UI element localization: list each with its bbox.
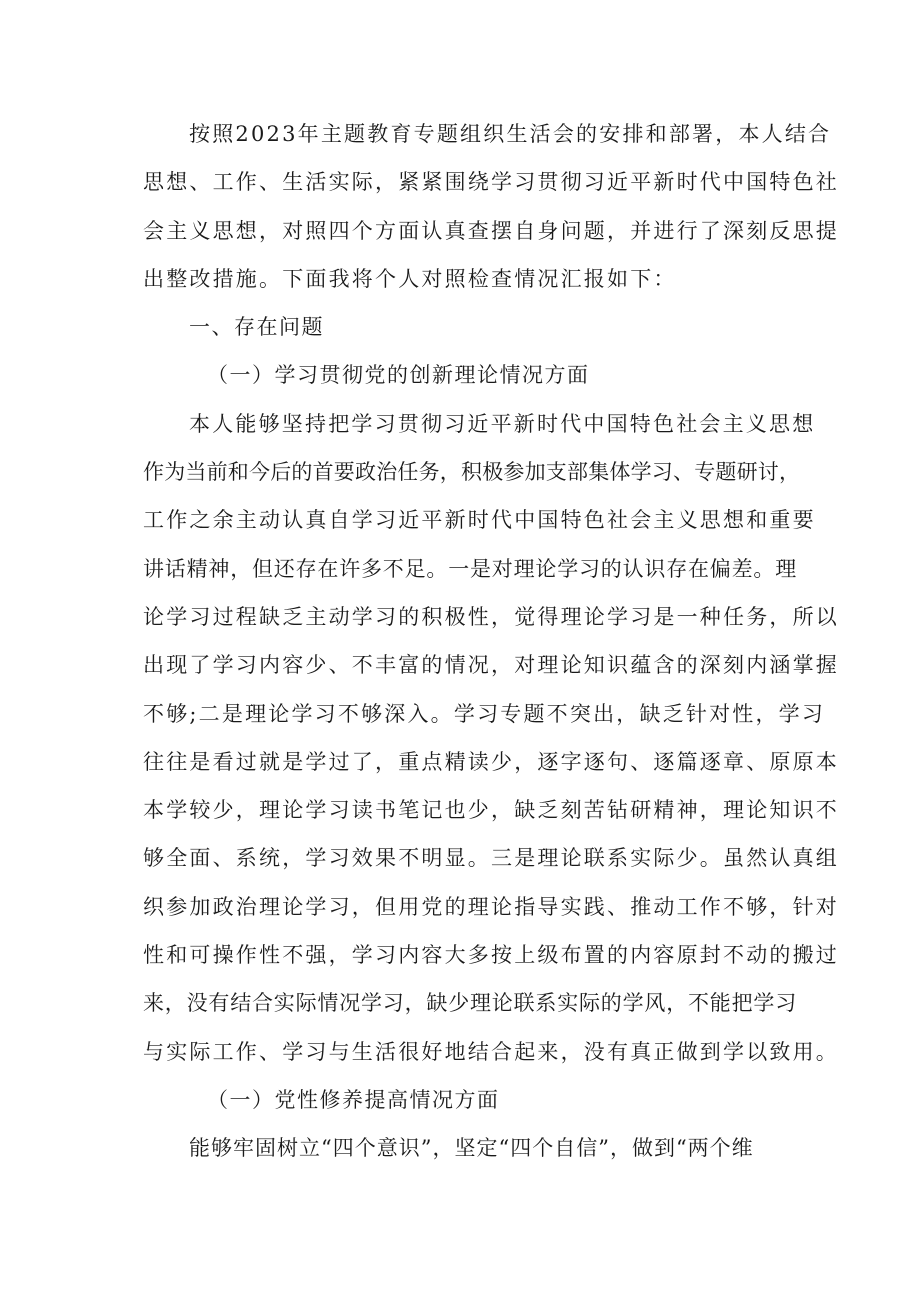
subsection1-line-1: 本人能够坚持把学习贯彻习近平新时代中国特色社会主义思想 [189,411,816,436]
subsection1-line-4: 讲话精神，但还存在许多不足。一是对理论学习的认识存在偏差。理 [143,556,797,581]
subsection1-line-10: 够全面、系统，学习效果不明显。三是理论联系实际少。虽然认真组 [143,846,839,871]
intro-line-3: 会主义思想，对照四个方面认真查摆自身问题，并进行了深刻反思提 [143,218,839,243]
document-body [143,110,839,1173]
subsection1-line-14: 与实际工作、学习与生活很好地结合起来，没有真正做到学以致用。 [143,1039,839,1064]
subsection1-line-7: 不够;二是理论学习不够深入。学习专题不突出，缺乏针对性，学习 [143,701,826,726]
subsection1-heading: （一）学习贯彻党的创新理论情况方面 [207,363,590,388]
subsection1-line-11: 织参加政治理论学习，但用党的理论指导实践、推动工作不够，针对 [143,894,839,919]
intro-line-1: 按照2023年主题教育专题组织生活会的安排和部署，本人结合 [189,122,832,146]
subsection2-line-1: 能够牢固树立“四个意识”，坚定“四个自信”，做到“两个维 [189,1136,754,1161]
subsection2-heading: （一）党性修养提高情况方面 [207,1087,500,1112]
subsection1-line-13: 来，没有结合实际情况学习，缺少理论联系实际的学风，不能把学习 [143,991,797,1016]
subsection1-line-12: 性和可操作性不强，学习内容大多按上级布置的内容原封不动的搬过 [143,943,839,968]
subsection1-line-2: 作为当前和今后的首要政治任务，积极参加支部集体学习、专题研讨， [143,460,801,485]
subsection1-line-6: 出现了学习内容少、不丰富的情况，对理论知识蕴含的深刻内涵掌握 [143,653,839,678]
subsection1-line-5: 论学习过程缺乏主动学习的积极性，觉得理论学习是一种任务，所以 [143,604,839,629]
subsection1-line-9: 本学较少，理论学习读书笔记也少，缺乏刻苦钻研精神，理论知识不 [143,798,839,823]
intro-line-4: 出整改措施。下面我将个人对照检查情况汇报如下： [143,266,677,291]
subsection1-line-8: 往往是看过就是学过了，重点精读少，逐字逐句、逐篇逐章、原原本 [143,749,839,774]
intro-line-2: 思想、工作、生活实际，紧紧围绕学习贯彻习近平新时代中国特色社 [143,170,839,195]
subsection1-line-3: 工作之余主动认真自学习近平新时代中国特色社会主义思想和重要 [143,508,816,533]
section-heading: 一、存在问题 [189,315,324,340]
